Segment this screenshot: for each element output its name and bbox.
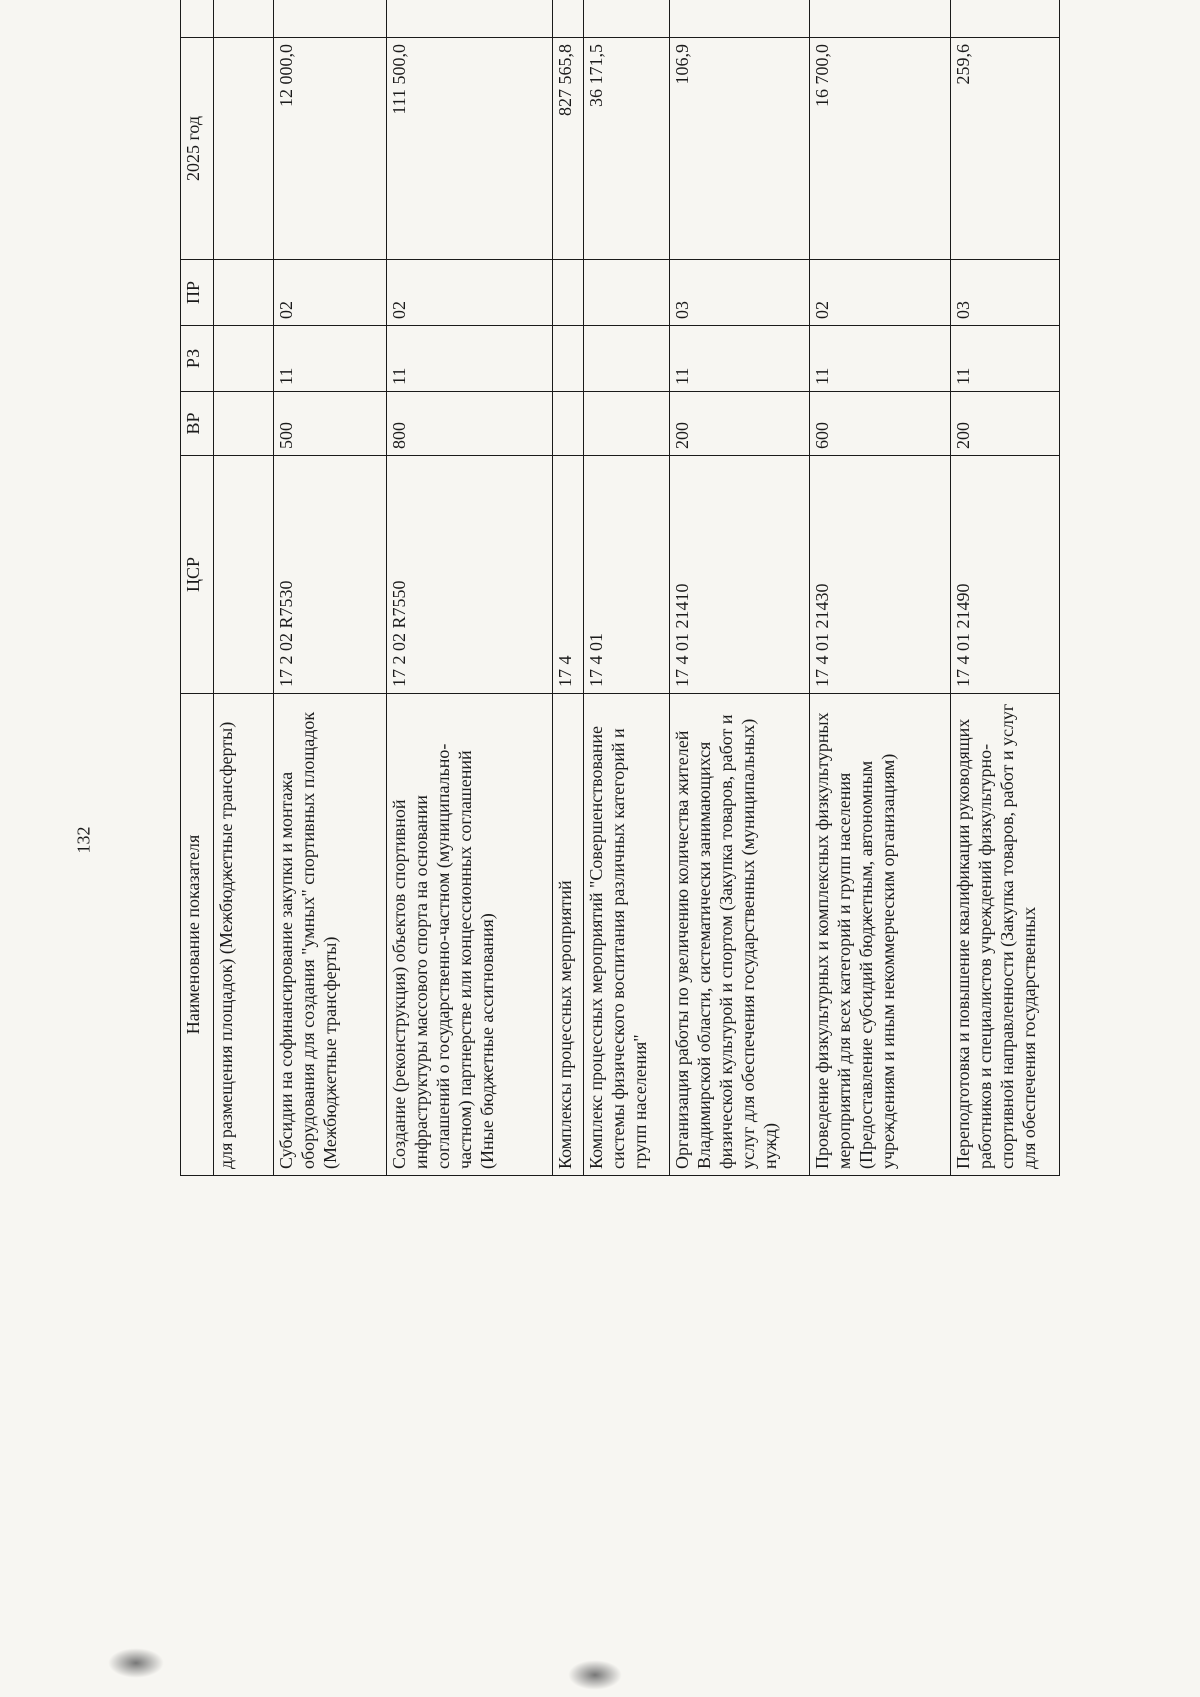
cell-vr: 200: [669, 392, 810, 456]
cell-pr: 02: [274, 260, 387, 326]
cell-csr: 17 4: [553, 456, 584, 694]
rotated-table-wrapper: [180, 44, 1060, 1176]
cell-name: Создание (реконструкция) объектов спортивной инфраструктуры массового спорта на основании соглашений о государственно-частном (муниципально-частном) партнерстве или концессионных соглашений (Иные бюджетные ассигнования): [387, 694, 553, 1176]
cell-2025: 259,6: [951, 38, 1060, 260]
cell-vr: 600: [810, 392, 951, 456]
cell-vr: [553, 392, 584, 456]
cell-vr: 800: [387, 392, 553, 456]
cell-name: Комплекс процессных мероприятий "Совершенствование системы физического воспитания различных категорий и групп населения": [584, 694, 670, 1176]
scan-smudge: [108, 1648, 164, 1678]
table-row: [553, 0, 584, 1176]
cell-pr: [214, 260, 274, 326]
cell-csr: 17 4 01: [584, 456, 670, 694]
cell-rz: [553, 326, 584, 392]
cell-pr: 03: [669, 260, 810, 326]
table-row: [951, 0, 1060, 1176]
cell-csr: 17 4 01 21490: [951, 456, 1060, 694]
table-row: [274, 0, 387, 1176]
cell-2026: [387, 0, 553, 38]
cell-2025: 12 000,0: [274, 38, 387, 260]
cell-vr: 500: [274, 392, 387, 456]
cell-pr: [584, 260, 670, 326]
budget-table: [180, 0, 1060, 1176]
cell-name: для размещения площадок) (Межбюджетные трансферты): [214, 694, 274, 1176]
cell-csr: [214, 456, 274, 694]
cell-2025: 827 565,8: [553, 38, 584, 260]
cell-rz: 11: [810, 326, 951, 392]
cell-2025: 106,9: [669, 38, 810, 260]
cell-rz: [214, 326, 274, 392]
cell-rz: 11: [274, 326, 387, 392]
cell-2026: [669, 0, 810, 38]
cell-rz: 11: [387, 326, 553, 392]
cell-name: Субсидии на софинансирование закупки и монтажа оборудования для создания "умных" спортивных площадок (Межбюджетные трансферты): [274, 694, 387, 1176]
cell-rz: 11: [951, 326, 1060, 392]
cell-pr: 03: [951, 260, 1060, 326]
cell-2025: 16 700,0: [810, 38, 951, 260]
table-row: [669, 0, 810, 1176]
cell-2026: [553, 0, 584, 38]
header-rz: РЗ: [181, 326, 214, 392]
cell-name: Организация работы по увеличению количества жителей Владимирской области, систематически занимающихся физической культурой и спортом (Закупка товаров, работ и услуг для обеспечения государственных (муниципальных) нужд): [669, 694, 810, 1176]
cell-csr: 17 4 01 21430: [810, 456, 951, 694]
header-2026: [181, 0, 214, 38]
cell-2026: [951, 0, 1060, 38]
cell-csr: 17 2 02 R7550: [387, 456, 553, 694]
page-number: 132: [73, 826, 94, 854]
cell-vr: [214, 392, 274, 456]
cell-csr: 17 4 01 21410: [669, 456, 810, 694]
cell-csr: 17 2 02 R7530: [274, 456, 387, 694]
cell-2026: [810, 0, 951, 38]
header-2025: 2025 год: [181, 38, 214, 260]
cell-vr: 200: [951, 392, 1060, 456]
table-row: [810, 0, 951, 1176]
table-header-row: [181, 0, 214, 1176]
cell-name: Комплексы процессных мероприятий: [553, 694, 584, 1176]
table-row: [387, 0, 553, 1176]
cell-2025: 36 171,5: [584, 38, 670, 260]
cell-2025: [214, 38, 274, 260]
cell-name: Переподготовка и повышение квалификации руководящих работников и специалистов учреждений физкультурно-спортивной направленности (Закупка товаров, работ и услуг для обеспечения государственных: [951, 694, 1060, 1176]
cell-pr: [553, 260, 584, 326]
scan-smudge: [568, 1660, 622, 1690]
header-csr: ЦСР: [181, 456, 214, 694]
header-name: Наименование показателя: [181, 694, 214, 1176]
cell-2026: [214, 0, 274, 38]
table-row: [584, 0, 670, 1176]
cell-2026: [584, 0, 670, 38]
header-pr: ПР: [181, 260, 214, 326]
cell-pr: 02: [387, 260, 553, 326]
cell-name: Проведение физкультурных и комплексных физкультурных мероприятий для всех категорий и групп населения (Предоставление субсидий бюджетным, автономным учреждениям и иным некоммерческим организациям): [810, 694, 951, 1176]
cell-pr: 02: [810, 260, 951, 326]
table-row: [214, 0, 274, 1176]
cell-rz: [584, 326, 670, 392]
cell-2025: 111 500,0: [387, 38, 553, 260]
header-vr: ВР: [181, 392, 214, 456]
cell-2026: [274, 0, 387, 38]
cell-rz: 11: [669, 326, 810, 392]
cell-vr: [584, 392, 670, 456]
